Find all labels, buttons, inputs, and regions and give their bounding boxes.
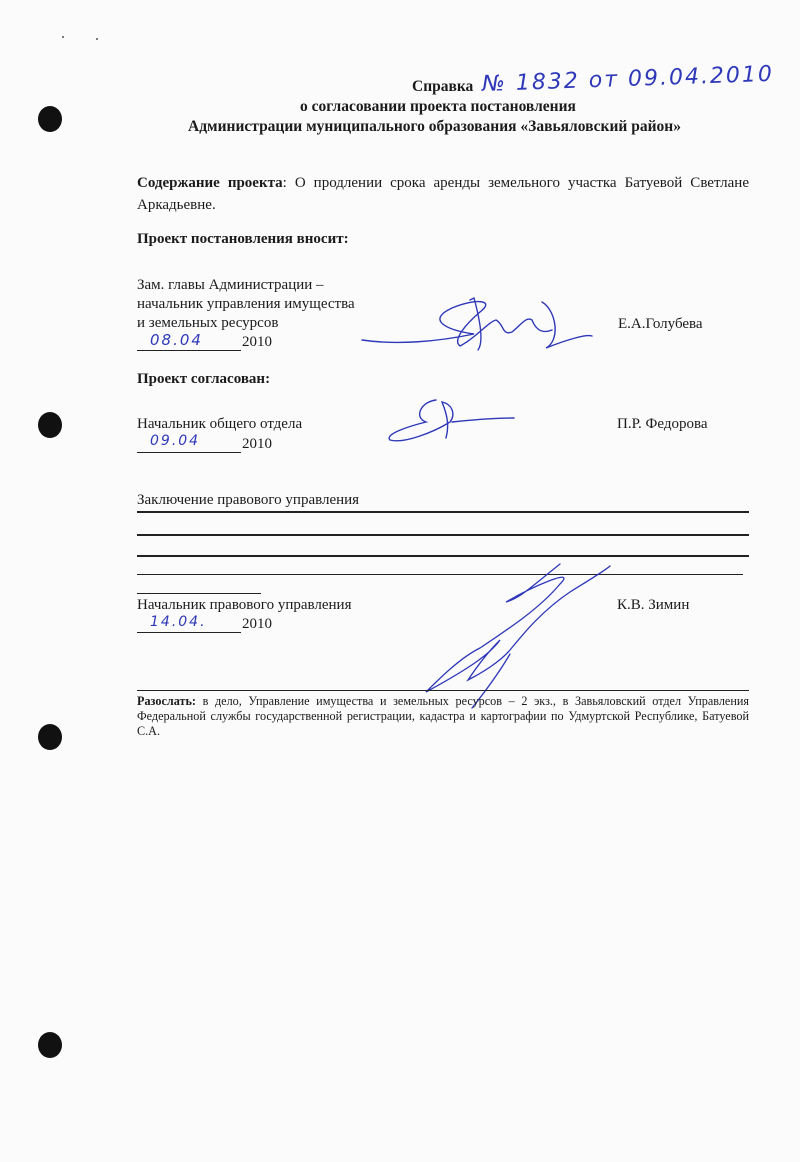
handwritten-number: № 1832 от 09.04.2010 — [481, 61, 775, 97]
distribution-paragraph — [137, 694, 749, 739]
agreed-year: 2010 — [242, 436, 272, 452]
distribution-label: Разослать: — [137, 694, 196, 708]
title-line3: Администрации муниципального образования «Завьяловский район» — [188, 118, 681, 135]
agreed-heading: Проект согласован: — [137, 371, 271, 387]
title-word: Справка — [412, 78, 474, 95]
legal-name: К.В. Зимин — [617, 597, 690, 613]
date-underline — [137, 452, 241, 453]
scan-speck — [96, 38, 98, 40]
date-underline — [137, 632, 241, 633]
content-label: Содержание проекта — [137, 175, 283, 191]
introducer-position — [137, 276, 355, 333]
scan-speck — [62, 36, 64, 38]
punch-hole — [38, 412, 62, 438]
position-line: Зам. главы Администрации – — [137, 277, 324, 293]
legal-conclusion-label: Заключение правового управления — [137, 492, 360, 508]
agreed-date: 09.04 — [150, 433, 201, 449]
distribution-rule — [137, 690, 749, 691]
conclusion-line — [137, 555, 749, 557]
introduced-year: 2010 — [242, 334, 272, 350]
legal-position: Начальник правового управления — [137, 597, 352, 613]
short-line — [137, 593, 261, 594]
doc-title — [412, 78, 473, 96]
introduced-heading: Проект постановления вносит: — [137, 231, 349, 247]
legal-date: 14.04. — [150, 614, 207, 630]
introducer-name: Е.А.Голубева — [618, 316, 703, 332]
conclusion-line — [137, 534, 749, 536]
punch-hole — [38, 1032, 62, 1058]
date-underline — [137, 350, 241, 351]
legal-year: 2010 — [242, 616, 272, 632]
content-paragraph — [137, 172, 749, 216]
position-line: начальник управления имущества — [137, 296, 355, 312]
content-text: : О продлении срока аренды земельного участка Батуевой Светлане Аркадьевне. — [137, 175, 749, 213]
distribution-text: в дело, Управление имущества и земельных ресурсов – 2 экз., в Завьяловский отдел Управления Федеральной службы государственной регистрации, кадастра и картографии по Удмуртской Республике, Батуевой С.А. — [137, 694, 749, 738]
position-line: и земельных ресурсов — [137, 315, 279, 331]
signature-golubeva — [356, 290, 596, 360]
signature-fedorova — [380, 392, 520, 452]
introduced-date: 08.04 — [150, 331, 203, 349]
punch-hole — [38, 724, 62, 750]
agreed-name: П.Р. Федорова — [617, 416, 708, 432]
conclusion-line — [137, 511, 749, 513]
agreed-position: Начальник общего отдела — [137, 416, 303, 432]
punch-hole — [38, 106, 62, 132]
title-line2: о согласовании проекта постановления — [300, 98, 576, 115]
